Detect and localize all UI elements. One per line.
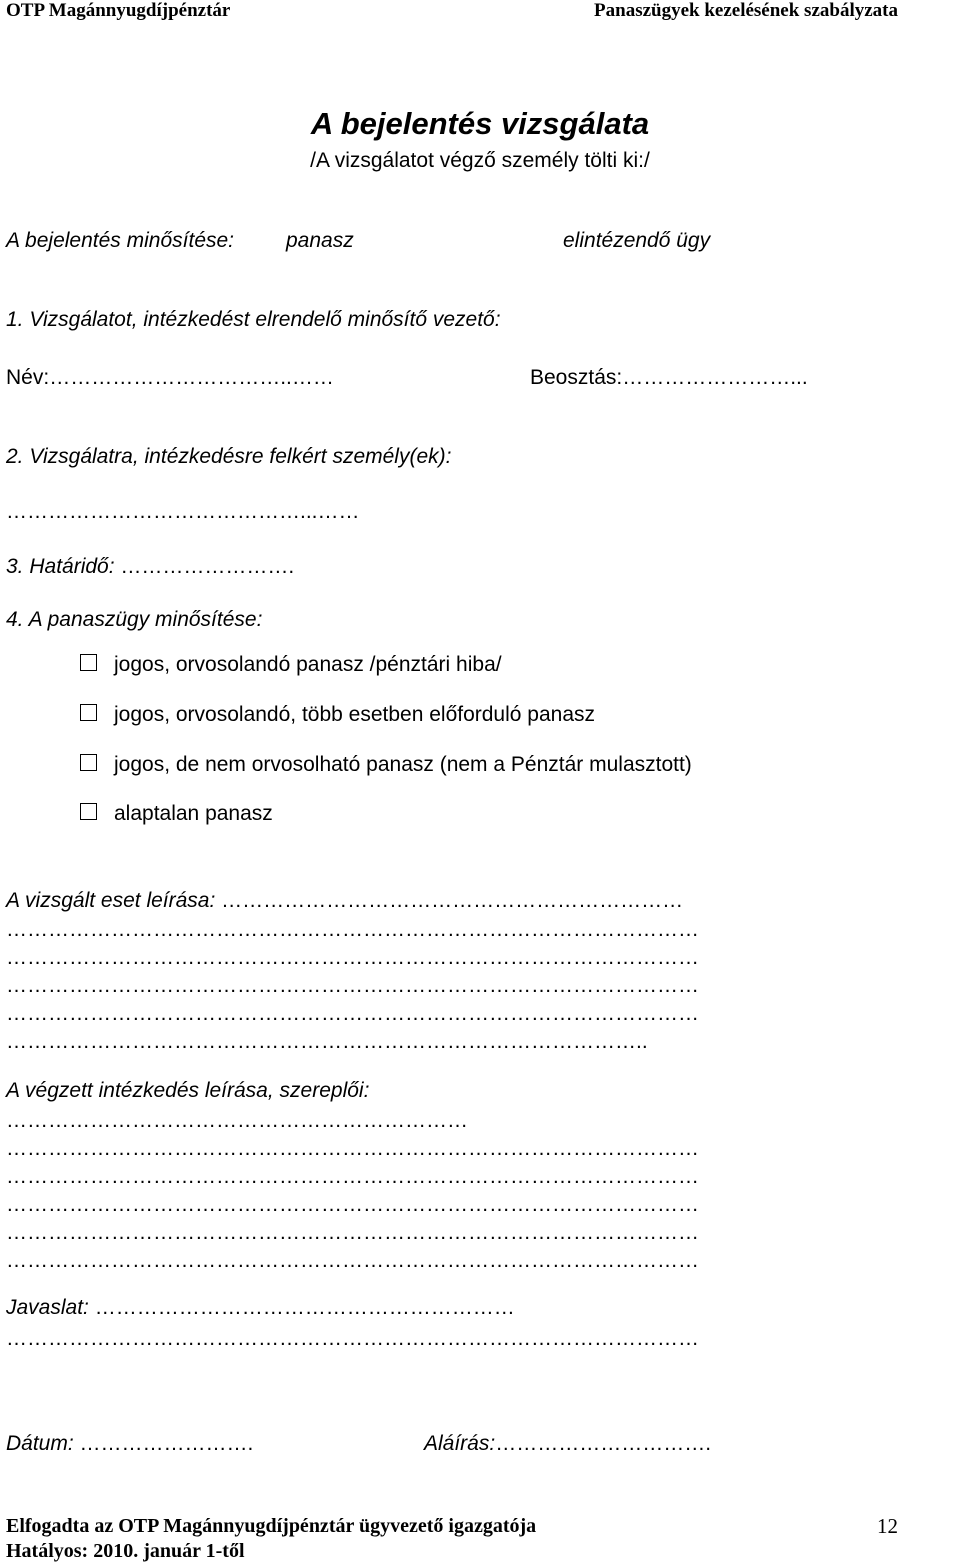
date-label: Dátum: (6, 1432, 74, 1455)
case-description-field (6, 888, 683, 914)
option-unfounded: alaptalan panasz (114, 802, 273, 825)
measures-line: ……………………………………………………………………………………… (6, 1165, 699, 1188)
measures-line: ……………………………………………………………………………………… (6, 1249, 699, 1272)
section-2-dots: ……………………………………...…… (6, 500, 360, 523)
section-2-heading: 2. Vizsgálatra, intézkedésre felkért személy(ek): (6, 445, 452, 468)
checkbox-justified-fund-error[interactable] (80, 654, 97, 671)
measures-label: A végzett intézkedés leírása, szereplői: (6, 1079, 370, 1102)
option-justified-fund-error: jogos, orvosolandó panasz /pénztári hiba/ (114, 653, 502, 676)
signature-field (424, 1431, 711, 1457)
page-subtitle: /A vizsgálatot végző személy tölti ki:/ (310, 149, 650, 172)
case-description-line: ……………………………………………………………………………………… (6, 946, 699, 969)
header-right: Panaszügyek kezelésének szabályzata (594, 0, 898, 21)
date-field (6, 1431, 253, 1457)
name-dots: ……………………………..…… (49, 366, 334, 389)
proposal-label: Javaslat: (6, 1296, 89, 1319)
signature-dots: …………………………. (495, 1432, 712, 1455)
header-left: OTP Magánnyugdíjpénztár (6, 0, 231, 21)
measures-line: ………………………………………………………… (6, 1109, 468, 1132)
case-description-line: ……………………………………………………………………………….. (6, 1030, 648, 1053)
proposal-field (6, 1295, 515, 1321)
option-justified-recurring: jogos, orvosolandó, több esetben előforduló panasz (114, 703, 596, 726)
section-4-heading: 4. A panaszügy minősítése: (6, 608, 263, 631)
footer-approved-by: Elfogadta az OTP Magánnyugdíjpénztár ügyvezető igazgatója (6, 1515, 537, 1537)
position-dots: ……………………... (622, 366, 808, 389)
checkbox-justified-recurring[interactable] (80, 704, 97, 721)
checkbox-justified-not-remediable[interactable] (80, 754, 97, 771)
case-description-line: ……………………………………………………………………………………… (6, 1002, 699, 1025)
checkbox-unfounded[interactable] (80, 803, 97, 820)
name-label: Név: (6, 366, 50, 389)
page-title: A bejelentés vizsgálata (310, 106, 650, 141)
qualification-label: A bejelentés minősítése: (6, 229, 235, 252)
case-description-label: A vizsgált eset leírása: (6, 889, 216, 912)
case-description-line: ……………………………………………………………………………………… (6, 918, 699, 941)
date-dots: ……………………. (79, 1432, 254, 1455)
qualification-option-complaint: panasz (286, 229, 354, 252)
case-description-dots: ………………………………………………………… (221, 889, 684, 912)
footer-effective-date: Hatályos: 2010. január 1-től (6, 1540, 245, 1562)
measures-line: ……………………………………………………………………………………… (6, 1221, 699, 1244)
section-1-heading: 1. Vizsgálatot, intézkedést elrendelő minősítő vezető: (6, 308, 501, 331)
proposal-dots: …………………………………………………… (94, 1296, 515, 1319)
measures-line: ……………………………………………………………………………………… (6, 1193, 699, 1216)
deadline-dots: ……………………. (120, 555, 295, 578)
proposal-line: ……………………………………………………………………………………… (6, 1327, 699, 1350)
name-field (6, 365, 334, 391)
signature-label: Aláírás: (424, 1432, 496, 1455)
option-justified-not-remediable: jogos, de nem orvosolható panasz (nem a Pénztár mulasztott) (114, 753, 692, 776)
position-label: Beosztás: (530, 366, 623, 389)
deadline-label: 3. Határidő: (6, 555, 115, 578)
page-number: 12 (877, 1514, 898, 1538)
case-description-line: ……………………………………………………………………………………… (6, 974, 699, 997)
measures-line: ……………………………………………………………………………………… (6, 1137, 699, 1160)
position-field (530, 365, 808, 391)
qualification-option-matter: elintézendő ügy (563, 229, 711, 252)
deadline-field (6, 554, 294, 580)
